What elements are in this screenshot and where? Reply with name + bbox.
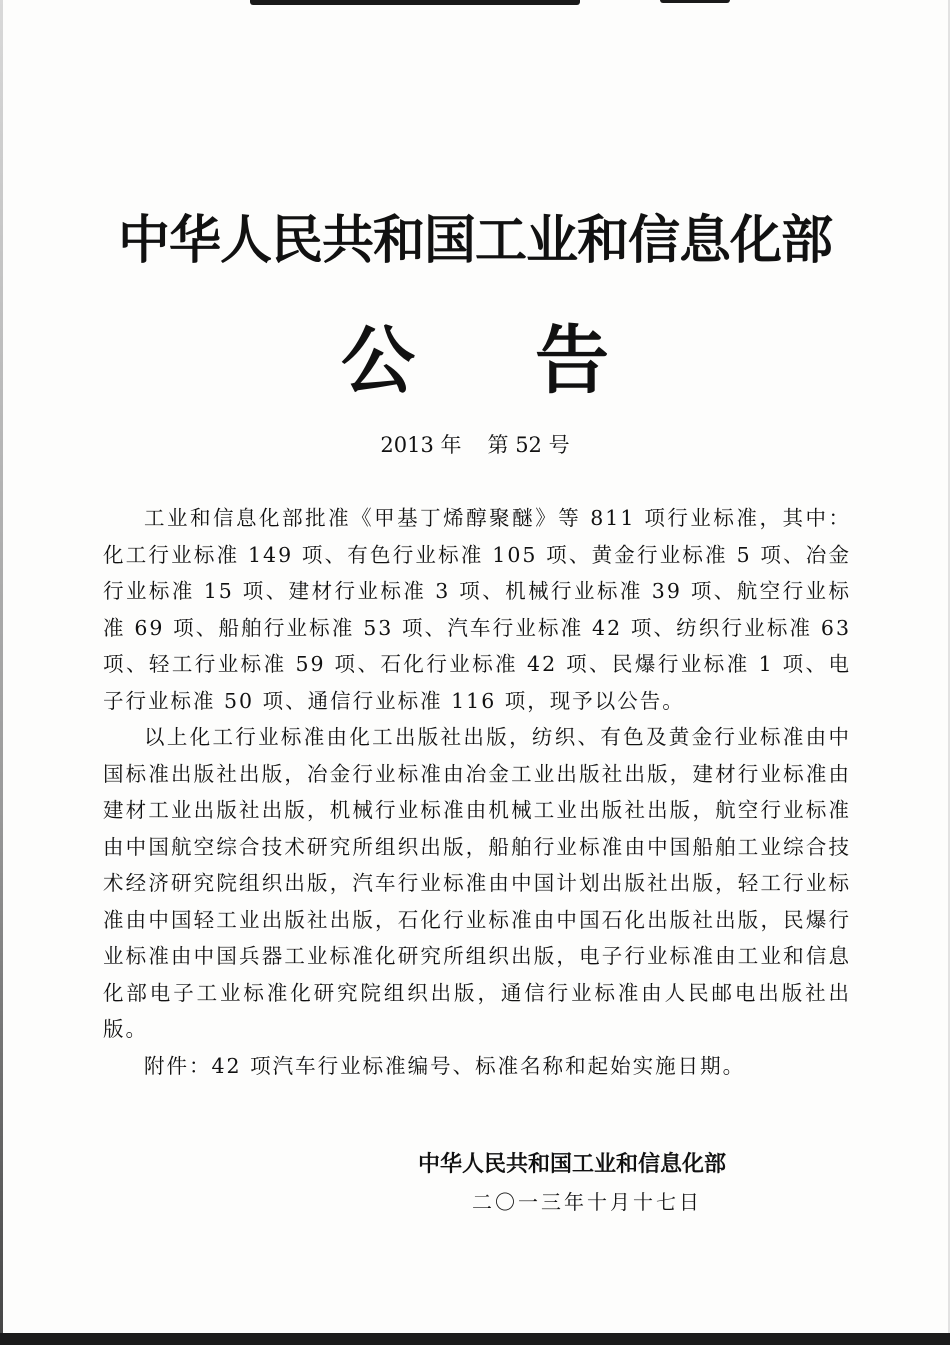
issue-number: 第 52 号	[487, 433, 570, 457]
announcement-heading	[0, 318, 950, 404]
signature-date: 二〇一三年十月十七日	[472, 1190, 702, 1214]
body-paragraph-attachment: 附件：42 项汽车行业标准编号、标准名称和起始实施日期。	[144, 1053, 746, 1078]
signature-block	[418, 1148, 838, 1218]
body-paragraph-approval: 工业和信息化部批准《甲基丁烯醇聚醚》等 811 项行业标准，其中：化工行业标准 149 项、有色行业标准 105 项、黄金行业标准 5 项、冶金行业标准 15 项、建材行业标准 3 项、机械行业标准 39 项、航空行业标准 69 项、船舶行业标准 53 项、汽车行业标准 42 项、纺织行业标准 63 项、轻工行业标准 59 项、石化行业标准 42 项、民爆行业标准 1 项、电子行业标准 50 项、通信行业标准 116 项，现予以公告。	[103, 506, 851, 713]
issue-number-line	[0, 430, 950, 460]
announcement-heading-char-1: 公	[341, 318, 415, 404]
ministry-title: 中华人民共和国工业和信息化部	[117, 211, 832, 271]
announcement-body	[103, 500, 851, 1084]
scan-edge-left	[0, 0, 3, 1345]
signature-organization: 中华人民共和国工业和信息化部	[418, 1152, 727, 1177]
body-paragraph-publishers: 以上化工行业标准由化工出版社出版，纺织、有色及黄金行业标准由中国标准出版社出版，冶金行业标准由冶金工业出版社出版，建材行业标准由建材工业出版社出版，机械行业标准由机械工业出版社出版，航空行业标准由中国航空综合技术研究所组织出版，船舶行业标准由中国船舶工业综合技术经济研究院组织出版，汽车行业标准由中国计划出版社出版，轻工行业标准由中国轻工业出版社出版，石化行业标准由中国石化出版社出版，民爆行业标准由中国兵器工业标准化研究所组织出版，电子行业标准由工业和信息化部电子工业标准化研究院组织出版，通信行业标准由人民邮电出版社出版。	[103, 725, 851, 1041]
issue-year: 2013 年	[380, 433, 462, 457]
scan-artifact-top	[250, 0, 580, 5]
scan-artifact-top-small	[660, 0, 730, 3]
scan-edge-bottom	[0, 1333, 950, 1345]
announcement-heading-char-2: 告	[535, 318, 609, 404]
